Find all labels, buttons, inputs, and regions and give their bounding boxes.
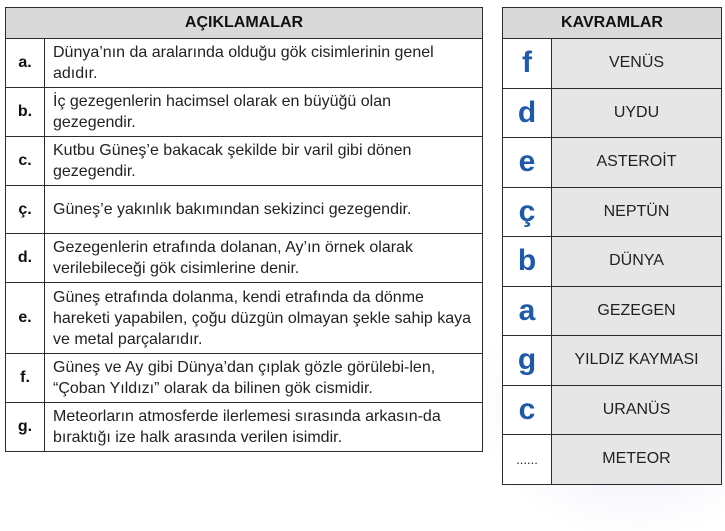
concept-row [503, 237, 721, 287]
concept-term: UYDU [552, 89, 721, 138]
concept-term: URANÜS [552, 386, 721, 435]
description-row-e [6, 283, 482, 354]
description-text: Gezegenlerin etrafında dolanan, Ay’ın örnek olarak verilebileceği gök cisimlerine denir. [53, 239, 413, 277]
concept-row [503, 188, 721, 238]
description-key: a. [6, 39, 45, 87]
answer-cell[interactable]: c [503, 386, 552, 435]
description-row-b [6, 88, 482, 137]
concept-term: YILDIZ KAYMASI [552, 336, 721, 385]
descriptions-header: AÇIKLAMALAR [6, 8, 482, 39]
description-text: İç gezegenlerin hacimsel olarak en büyüğü olan gezegendir. [53, 93, 391, 131]
answer-blank[interactable]: ...... [503, 435, 552, 484]
concept-row [503, 39, 721, 89]
description-key: b. [6, 88, 45, 136]
concept-term: VENÜS [552, 39, 721, 88]
answer-cell[interactable]: ç [503, 188, 552, 237]
description-key: d. [6, 234, 45, 282]
description-row-cc [6, 186, 482, 234]
description-key: g. [6, 403, 45, 451]
concept-term: DÜNYA [552, 237, 721, 286]
description-text: Güneş’e yakınlık bakımından sekizinci gezegendir. [53, 201, 412, 218]
description-key: f. [6, 354, 45, 402]
descriptions-table [5, 7, 483, 452]
concept-row [503, 435, 721, 484]
description-key: c. [6, 137, 45, 185]
answer-cell[interactable]: f [503, 39, 552, 88]
concept-row [503, 287, 721, 337]
answer-cell[interactable]: a [503, 287, 552, 336]
description-row-a [6, 39, 482, 88]
description-row-f [6, 354, 482, 403]
description-text: Dünya’nın da aralarında olduğu gök cisimlerinin genel adıdır. [53, 44, 434, 82]
concept-term: METEOR [552, 435, 721, 484]
concept-term: NEPTÜN [552, 188, 721, 237]
answer-cell[interactable]: d [503, 89, 552, 138]
concepts-table [502, 7, 722, 485]
answer-cell[interactable]: e [503, 138, 552, 187]
description-text: Meteorların atmosferde ilerlemesi sırasında arkasın-da bıraktığı ize halk arasında verilen isimdir. [53, 408, 441, 446]
description-key: e. [6, 283, 45, 353]
description-text: Kutbu Güneş’e bakacak şekilde bir varil gibi dönen gezegendir. [53, 142, 412, 180]
answer-cell[interactable]: b [503, 237, 552, 286]
concept-row [503, 89, 721, 139]
description-text: Güneş ve Ay gibi Dünya’dan çıplak gözle görülebi-len, “Çoban Yıldızı” olarak da bilinen gök cismidir. [53, 359, 436, 397]
concept-term: ASTEROİT [552, 138, 721, 187]
concept-row [503, 386, 721, 436]
concept-row [503, 138, 721, 188]
concept-row [503, 336, 721, 386]
concept-term: GEZEGEN [552, 287, 721, 336]
description-key: ç. [6, 186, 45, 233]
description-row-d [6, 234, 482, 283]
answer-cell[interactable]: g [503, 336, 552, 385]
description-text: Güneş etrafında dolanma, kendi etrafında da dönme hareketi yapabilen, çoğu düzgün olmayan şekle sahip kaya ve metal parçalarıdır. [53, 288, 472, 348]
description-row-c [6, 137, 482, 186]
description-row-g [6, 403, 482, 451]
concepts-header: KAVRAMLAR [503, 8, 721, 39]
